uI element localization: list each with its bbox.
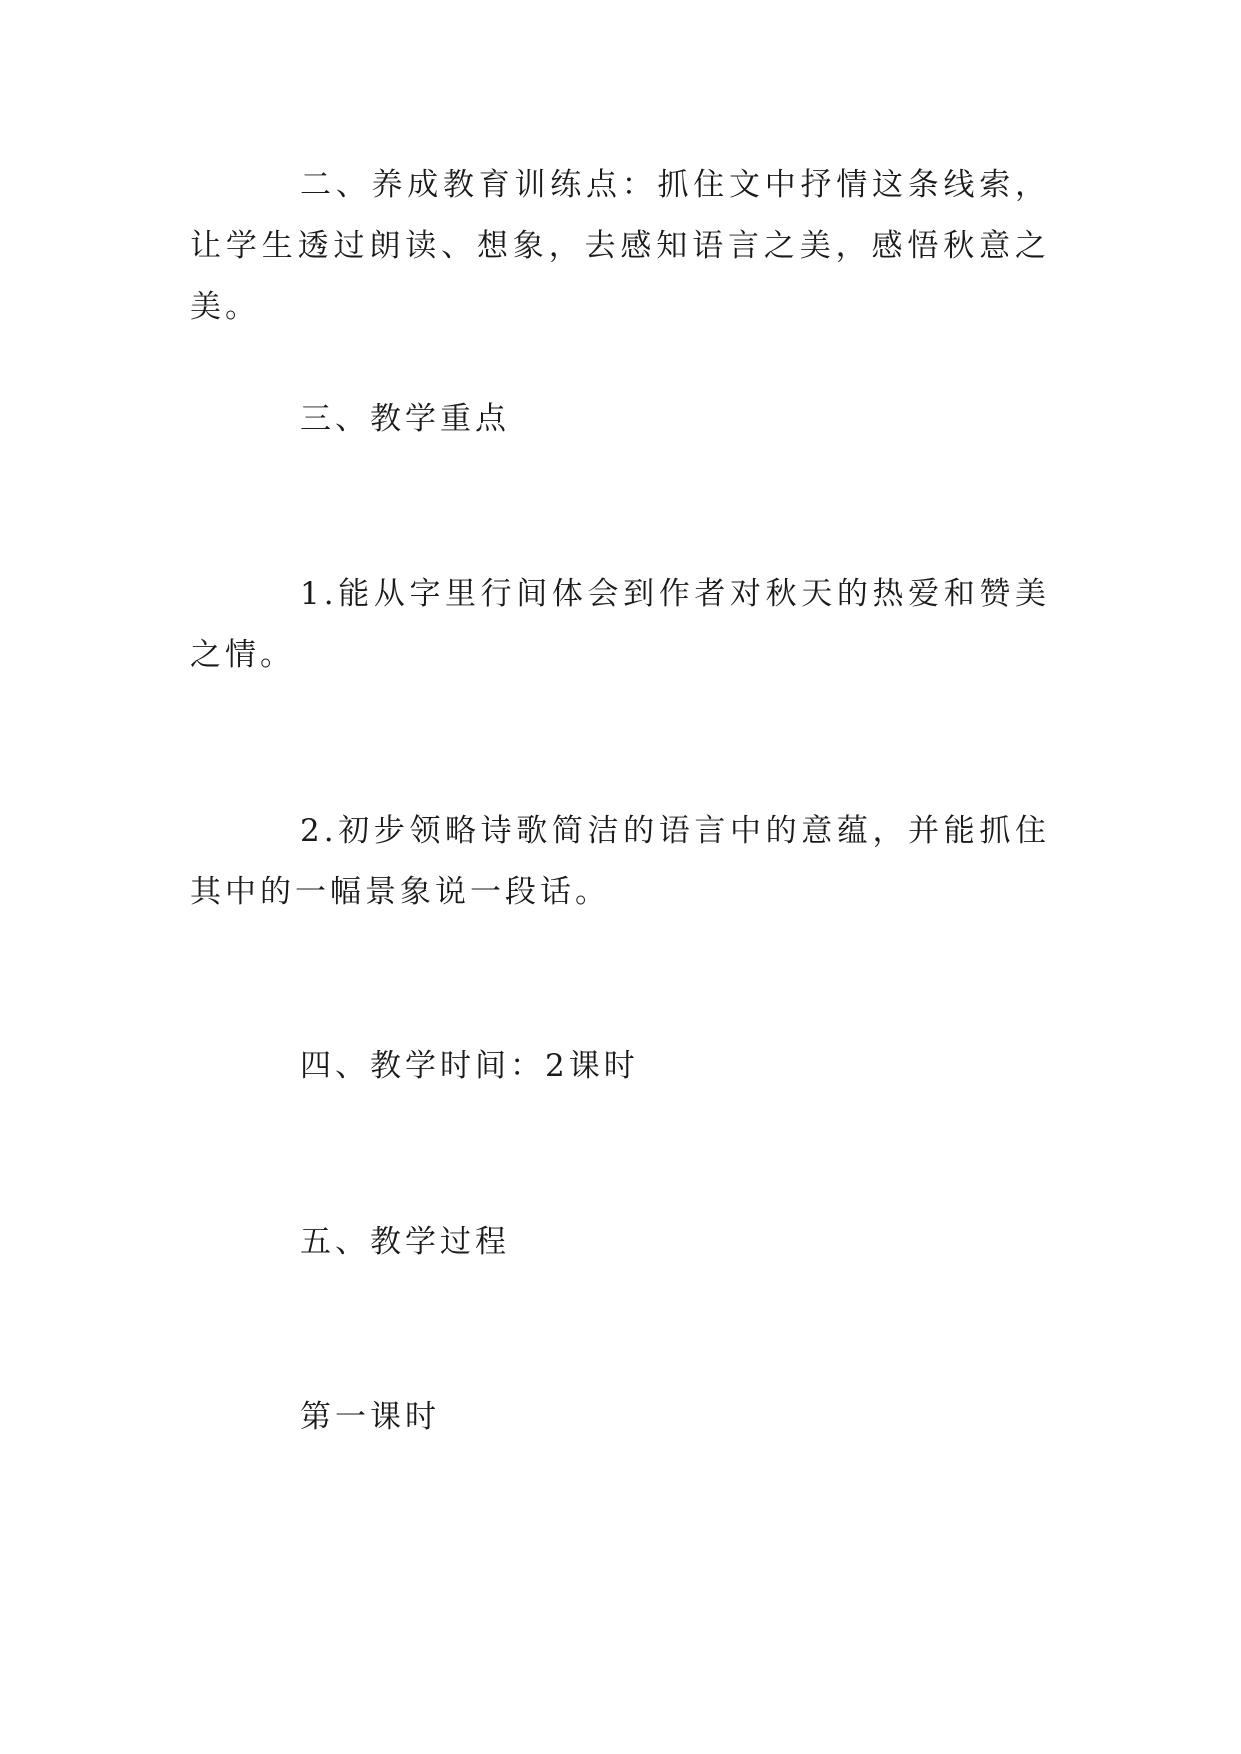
paragraph-focus-item-1: 1.能从字里行间体会到作者对秋天的热爱和赞美之情。 — [190, 576, 1050, 673]
heading-teaching-time: 四、教学时间：2课时 — [300, 1048, 639, 1084]
paragraph-training-point: 二、养成教育训练点：抓住文中抒情这条线索，让学生透过朗读、想象，去感知语言之美，感悟秋意之美。 — [190, 167, 1050, 325]
heading-teaching-process: 五、教学过程 — [300, 1224, 510, 1260]
heading-teaching-focus: 三、教学重点 — [300, 401, 510, 437]
paragraph-focus-item-2: 2.初步领略诗歌简洁的语言中的意蕴，并能抓住其中的一幅景象说一段话。 — [190, 813, 1050, 910]
heading-first-lesson: 第一课时 — [300, 1399, 440, 1435]
